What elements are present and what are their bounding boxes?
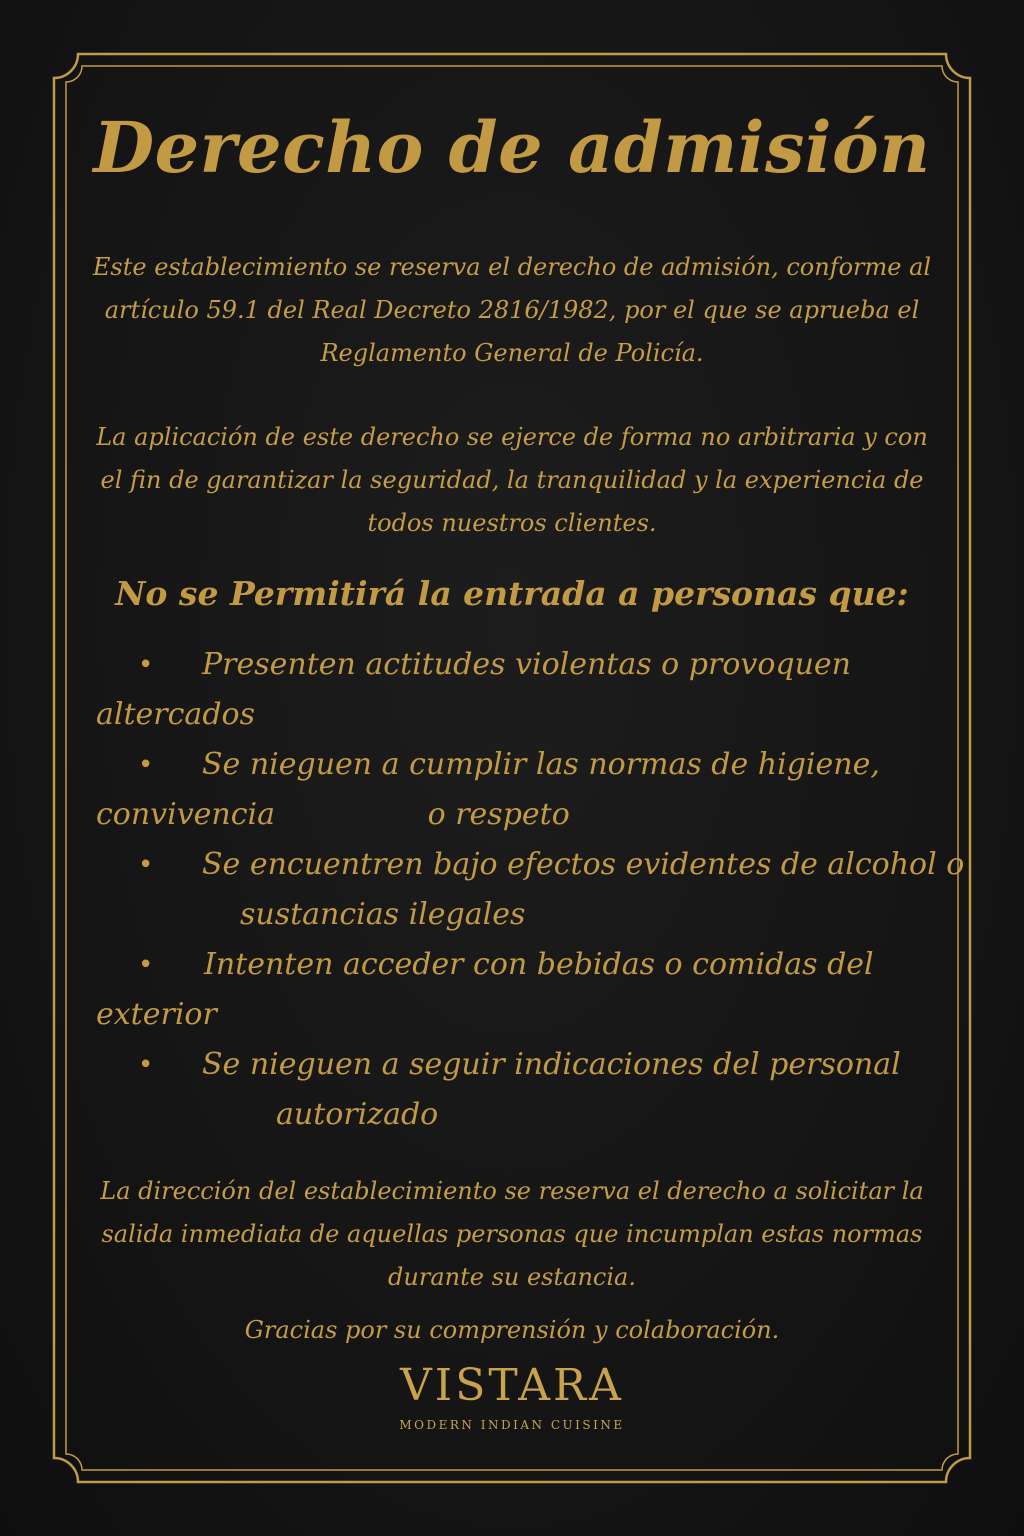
rule-item: [96, 840, 965, 940]
bullet-icon: •: [138, 650, 154, 680]
bullet-icon: •: [138, 950, 154, 980]
rule-text: Presenten actitudes violentas o provoquen: [202, 647, 851, 682]
rule-item: [96, 640, 936, 740]
rule-text: Se encuentren bajo efectos evidentes de alcohol o: [202, 847, 965, 882]
policy-paragraph: La aplicación de este derecho se ejerce de forma no arbitraria y con el fin de garantizar la seguridad, la tranquilidad y la experiencia de todos nuestros clientes.: [96, 423, 928, 537]
closing-paragraph: La dirección del establecimiento se reserva el derecho a solicitar la salida inmediata de aquellas personas que incumplan estas normas durante su estancia.: [100, 1177, 924, 1291]
rule-item: [96, 940, 936, 1040]
rule-text-continued: autorizado: [276, 1097, 439, 1132]
rule-text-continued: altercados: [96, 697, 255, 732]
rule-text-continued: convivencia o respeto: [96, 797, 570, 832]
rule-text-continued: exterior: [96, 997, 217, 1032]
rule-text-continued: sustancias ilegales: [240, 897, 526, 932]
page-title: Derecho de admisión: [93, 106, 931, 189]
rule-text: Se nieguen a seguir indicaciones del personal: [202, 1047, 901, 1082]
rule-text: Se nieguen a cumplir las normas de higiene,: [202, 747, 880, 782]
rules-heading: No se Permitirá la entrada a personas que:: [115, 574, 909, 613]
bullet-icon: •: [138, 850, 154, 880]
rule-item: [96, 740, 936, 840]
bullet-icon: •: [138, 750, 154, 780]
rule-text: Intenten acceder con bebidas o comidas del: [204, 947, 874, 982]
rules-list: [96, 640, 965, 1140]
thanks-line: Gracias por su comprensión y colaboración.: [244, 1316, 780, 1344]
bullet-icon: •: [138, 1050, 154, 1080]
brand-tagline: MODERN INDIAN CUISINE: [399, 1418, 625, 1432]
rule-item: [96, 1040, 936, 1140]
brand-logo: VISTARA: [400, 1360, 624, 1411]
legal-paragraph: Este establecimiento se reserva el derecho de admisión, conforme al artículo 59.1 del Real Decreto 2816/1982, por el que se aprueba el Reglamento General de Policía.: [92, 253, 932, 367]
